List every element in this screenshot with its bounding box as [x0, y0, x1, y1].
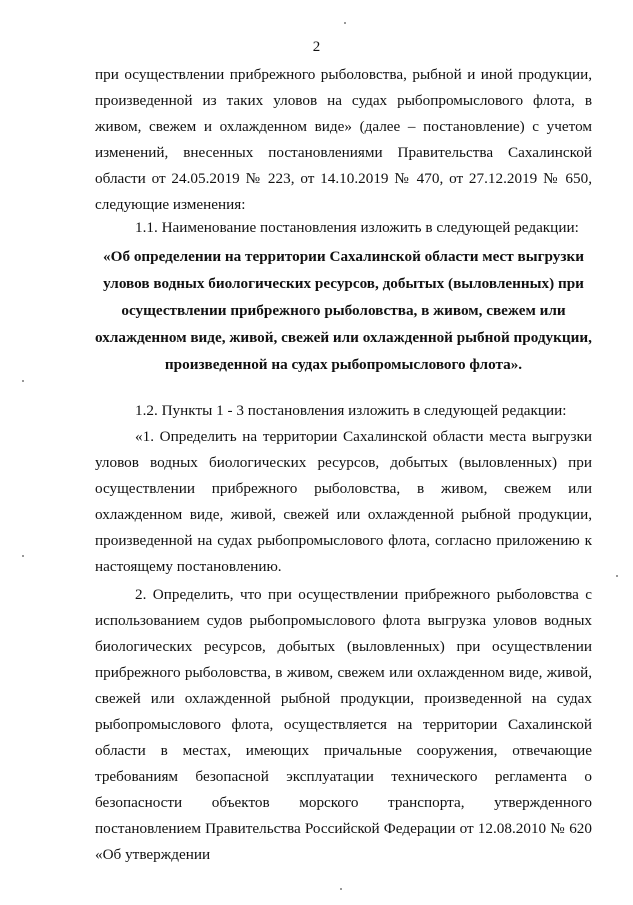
scan-speck: [344, 22, 346, 24]
scan-speck: [340, 888, 342, 890]
new-title-paragraph: «Об определении на территории Сахалинской области мест выгрузки уловов водных биологических ресурсов, добытых (выловленных) при осуществлении прибрежного рыболовства, в живом, свежем или охлажденном виде, живой, свежей или охлажденной рыбной продукции, произведенной на судах рыбопромыслового флота».: [95, 248, 592, 373]
item-2-paragraph: 2. Определить, что при осуществлении прибрежного рыболовства с использованием судов рыбопромыслового флота выгрузка уловов водных биологических ресурсов, добытых (выловленных) при осуществлении прибрежного рыболовства, в живом, свежем или охлажденном виде, живой, свежей или охлажденной рыбной продукции, произведенной на судах рыбопромыслового флота, осуществляется на территории Сахалинской области в местах, имеющих причальные сооружения, отвечающие требованиям безопасной эксплуатации технического регламента о безопасности объектов морского транспорта, утвержденного постановлением Правительства Российской Федерации от 12.08.2010 № 620 «Об утверждении: [95, 586, 592, 863]
intro-paragraph: при осуществлении прибрежного рыболовства, рыбной и иной продукции, произведенной из таких уловов на судах рыбопромыслового флота, в живом, свежем и охлажденном виде» (далее – постановление) с учетом изменений, внесенных постановлениями Правительства Сахалинской области от 24.05.2019 № 223, от 14.10.2019 № 470, от 27.12.2019 № 650, следующие изменения:: [95, 66, 592, 213]
item-1-paragraph: «1. Определить на территории Сахалинской области места выгрузки уловов водных биологических ресурсов, добытых (выловленных) при осуществлении прибрежного рыболовства, в живом, свежем или охлажденном виде, живой, свежей или охлажденной рыбной продукции, произведенной на судах рыбопромыслового флота, согласно приложению к настоящему постановлению.: [95, 428, 592, 575]
scan-speck: [22, 380, 24, 382]
paragraph-1-1: 1.1. Наименование постановления изложить в следующей редакции:: [135, 219, 579, 236]
scan-speck: [22, 555, 24, 557]
scan-speck: [616, 575, 618, 577]
page-number: 2: [312, 39, 321, 55]
paragraph-1-2: 1.2. Пункты 1 - 3 постановления изложить в следующей редакции:: [135, 402, 567, 419]
